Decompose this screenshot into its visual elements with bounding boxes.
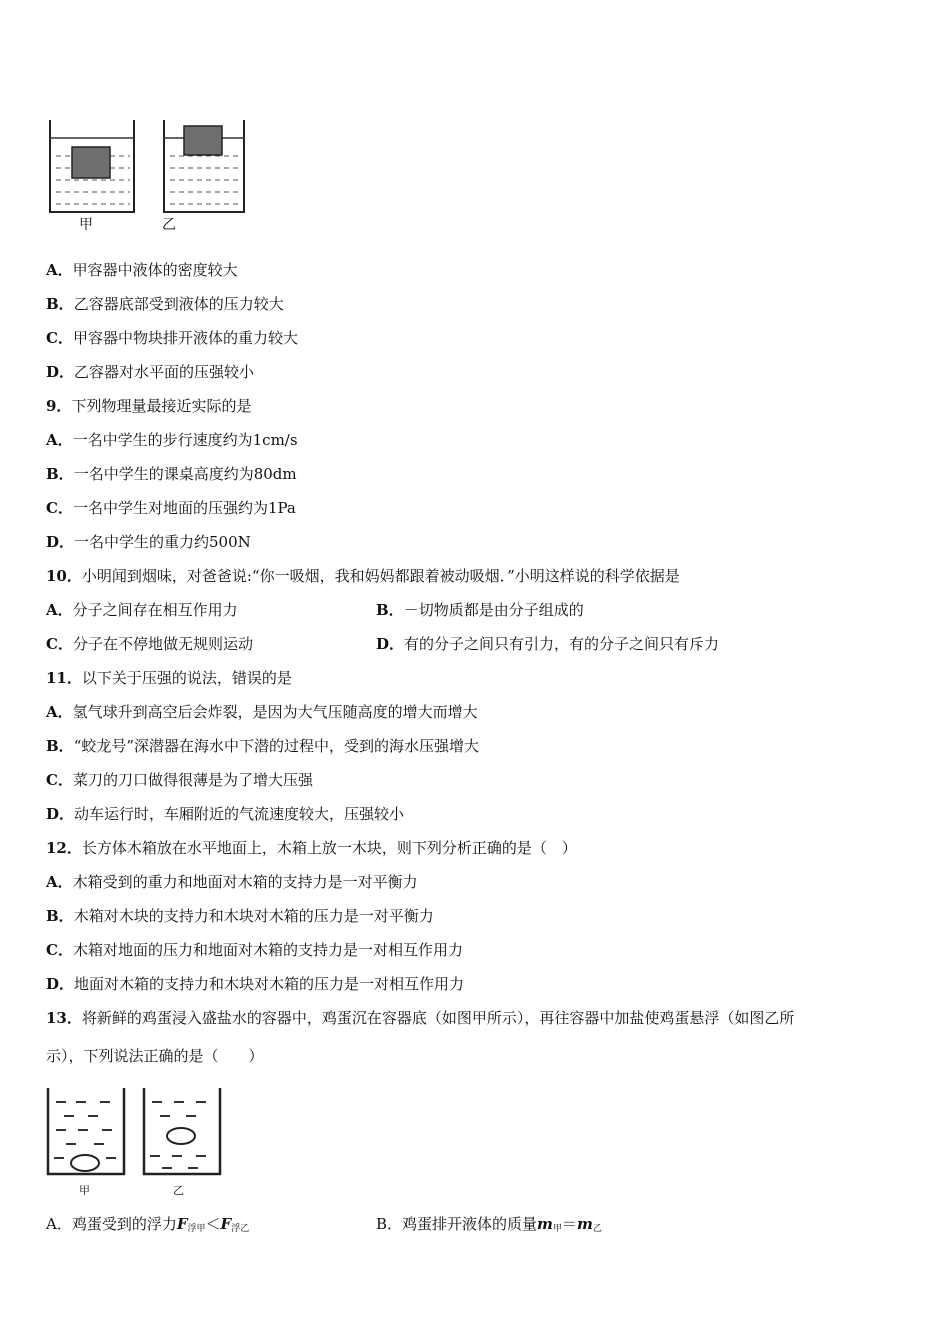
q13-stem-line1: 13．将新鲜的鸡蛋浸入盛盐水的容器中，鸡蛋沉在容器底（如图甲所示），再往容器中加盐使鸡蛋悬浮（如图乙所 [46,1009,795,1027]
q13-option-b-text: B．鸡蛋排开液体的质量 [376,1215,538,1233]
q10-stem: 10．小明闻到烟味，对爸爸说:“你一吸烟，我和妈妈都跟着被动吸烟．”小明这样说的科学依据是 [46,567,680,585]
q10-option-d: D．有的分子之间只有引力，有的分子之间只有斥力 [376,635,720,653]
q13-option-b-m1: m [537,1215,553,1233]
q12-option-b: B．木箱对木块的支持力和木块对木箱的压力是一对平衡力 [46,907,434,925]
q12-option-d: D．地面对木箱的支持力和木块对木箱的压力是一对相互作用力 [46,975,465,993]
block-yi [184,126,222,155]
q13-option-a-text: A．鸡蛋受到的浮力 [46,1215,177,1233]
q12-stem: 12．长方体木箱放在水平地面上，木箱上放一木块，则下列分析正确的是（ ） [46,839,577,857]
q13-option-b-sub1: 甲 [552,1224,562,1234]
q11-option-d: D．动车运行时，车厢附近的气流速度较大，压强较小 [46,805,405,823]
figure1-label-yi: 乙 [162,217,176,233]
q10-option-a: A．分子之间存在相互作用力 [46,601,238,619]
block-jia [72,147,110,178]
figure1-label-jia: 甲 [79,217,93,233]
q11-option-a: A．氢气球升到高空后会炸裂，是因为大气压随高度的增大而增大 [46,703,478,721]
egg-jia [71,1155,99,1171]
q8-option-b: B．乙容器底部受到液体的压力较大 [46,295,284,313]
q11-stem: 11．以下关于压强的说法，错误的是 [46,669,292,687]
q9-option-a: A．一名中学生的步行速度约为1cm/s [46,431,298,449]
q13-option-a-sub1: 浮甲 [187,1224,206,1234]
q9-option-b: B．一名中学生的课桌高度约为80dm [46,465,297,483]
q12-option-a: A．木箱受到的重力和地面对木箱的支持力是一对平衡力 [46,873,418,891]
q9-option-d: D．一名中学生的重力约500N [46,533,251,551]
q10-option-b: B．－切物质都是由分子组成的 [376,601,584,619]
q8-option-d: D．乙容器对水平面的压强较小 [46,363,255,381]
q13-option-a-F2: F [220,1215,232,1233]
q8-option-c: C．甲容器中物块排开液体的重力较大 [46,329,298,347]
q8-option-a: A．甲容器中液体的密度较大 [46,261,238,279]
q11-option-b: B．“蛟龙号”深潜器在海水中下潜的过程中，受到的海水压强增大 [46,737,480,755]
q11-option-c: C．菜刀的刀口做得很薄是为了增大压强 [46,771,313,789]
figure2-label-jia: 甲 [79,1184,90,1197]
q13-option-a-F1: F [176,1215,188,1233]
beaker-jia [48,1088,124,1174]
q13-option-b-eq: ＝ [561,1215,577,1233]
q13-option-b [376,1214,602,1239]
container-jia [50,120,134,212]
q13-stem-line2: 示），下列说法正确的是（ ） [46,1047,264,1065]
q12-option-c: C．木箱对地面的压力和地面对木箱的支持力是一对相互作用力 [46,941,463,959]
q13-option-a-sub2: 浮乙 [231,1224,250,1234]
egg-yi [167,1128,195,1144]
q13-option-a-lt: ＜ [205,1215,221,1233]
figure2-label-yi: 乙 [173,1184,184,1197]
q9-stem: 9．下列物理量最接近实际的是 [46,397,252,415]
q13-option-b-m2: m [576,1215,593,1233]
q9-option-c: C．一名中学生对地面的压强约为1Pa [46,499,296,517]
container-yi [164,120,244,212]
beaker-yi [144,1088,220,1174]
q13-option-a [46,1214,249,1239]
figure-eggs-saltwater [44,1086,234,1178]
q13-option-b-sub2: 乙 [592,1224,602,1234]
q10-option-c: C．分子在不停地做无规则运动 [46,635,253,653]
figure-containers-blocks [46,116,256,240]
